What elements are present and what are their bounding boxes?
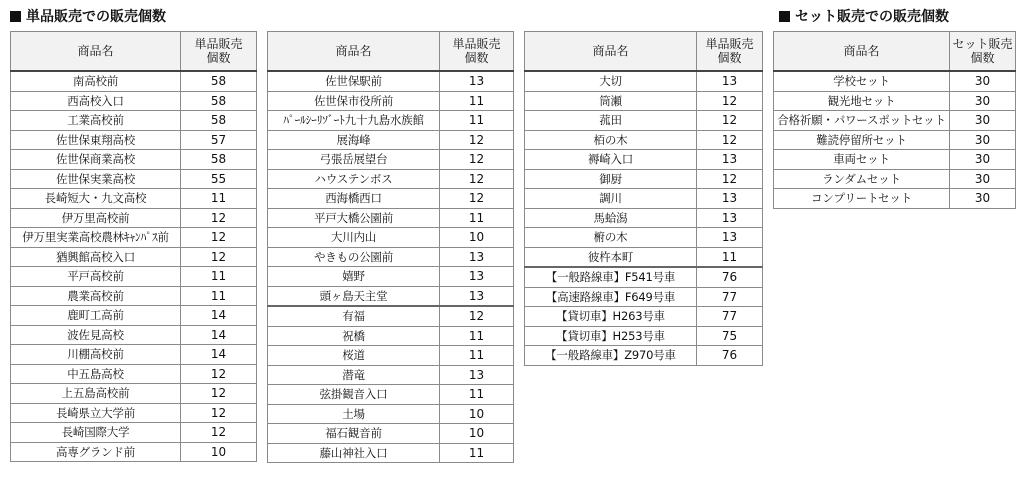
item-count-cell: 58: [181, 150, 257, 170]
item-name-cell: 佐世保駅前: [268, 71, 440, 91]
table-row: [268, 169, 514, 189]
item-count-cell: 11: [181, 189, 257, 209]
item-count-cell: 76: [697, 346, 763, 366]
item-name-cell: 【貸切車】H253号車: [525, 326, 697, 346]
item-count-cell: 12: [440, 150, 514, 170]
table-row: [774, 150, 1016, 170]
table-row: [525, 91, 763, 111]
item-name-cell: 大川内山: [268, 228, 440, 248]
item-count-cell: 58: [181, 111, 257, 131]
item-name-cell: 【一般路線車】F541号車: [525, 267, 697, 287]
item-name-cell: 桜道: [268, 346, 440, 366]
item-count-cell: 12: [440, 306, 514, 326]
column-header-count: 単品販売 個数: [440, 32, 514, 72]
item-name-cell: 頭ヶ島天主堂: [268, 286, 440, 306]
table-row: [11, 111, 257, 131]
table-row: [525, 169, 763, 189]
table-row: [268, 365, 514, 385]
item-count-cell: 10: [440, 228, 514, 248]
table-row: [11, 189, 257, 209]
item-count-cell: 14: [181, 325, 257, 345]
item-name-cell: 福石観音前: [268, 424, 440, 444]
item-count-cell: 13: [697, 189, 763, 209]
item-name-cell: 【一般路線車】Z970号車: [525, 346, 697, 366]
item-count-cell: 11: [440, 443, 514, 463]
table-row: [525, 208, 763, 228]
item-name-cell: ﾊﾟｰﾙｼｰﾘｿﾞｰﾄ九十九島水族館: [268, 111, 440, 131]
table-row: [268, 267, 514, 287]
item-count-cell: 12: [181, 364, 257, 384]
item-count-cell: 12: [181, 228, 257, 248]
table-row: [268, 71, 514, 91]
item-name-cell: 長崎県立大学前: [11, 403, 181, 423]
item-name-cell: 馬蛤潟: [525, 208, 697, 228]
item-count-cell: 13: [697, 150, 763, 170]
item-count-cell: 77: [697, 287, 763, 307]
item-count-cell: 11: [181, 267, 257, 287]
table-row: [268, 228, 514, 248]
item-count-cell: 12: [697, 91, 763, 111]
table-row: [268, 443, 514, 463]
item-count-cell: 11: [440, 91, 514, 111]
item-count-cell: 12: [181, 384, 257, 404]
single-sales-table-3: [524, 31, 763, 366]
item-name-cell: 農業高校前: [11, 286, 181, 306]
item-count-cell: 30: [950, 111, 1016, 131]
item-name-cell: 佐世保実業高校: [11, 169, 181, 189]
table-row: [268, 247, 514, 267]
table-row: [11, 345, 257, 365]
table-row: [11, 286, 257, 306]
table-row: [268, 404, 514, 424]
table-row: [11, 71, 257, 91]
item-name-cell: コンプリートセット: [774, 189, 950, 209]
item-count-cell: 12: [181, 247, 257, 267]
table-row: [268, 286, 514, 306]
item-count-cell: 10: [440, 404, 514, 424]
table-row: [11, 325, 257, 345]
item-count-cell: 13: [440, 267, 514, 287]
table-row: [268, 208, 514, 228]
table-row: [525, 71, 763, 91]
table-row: [11, 169, 257, 189]
item-count-cell: 11: [181, 286, 257, 306]
table-row: [11, 442, 257, 462]
item-name-cell: 【高速路線車】F649号車: [525, 287, 697, 307]
item-name-cell: 長崎短大・九文高校: [11, 189, 181, 209]
item-count-cell: 58: [181, 71, 257, 91]
table-row: [525, 326, 763, 346]
item-name-cell: 栢の木: [525, 130, 697, 150]
table-row: [268, 111, 514, 131]
table-row: [268, 189, 514, 209]
item-count-cell: 11: [440, 326, 514, 346]
item-count-cell: 13: [440, 365, 514, 385]
item-count-cell: 11: [440, 208, 514, 228]
item-count-cell: 12: [697, 111, 763, 131]
item-name-cell: 波佐見高校: [11, 325, 181, 345]
item-name-cell: 南高校前: [11, 71, 181, 91]
table-row: [525, 130, 763, 150]
table-row: [268, 385, 514, 405]
table-row: [525, 307, 763, 327]
item-name-cell: 褥崎入口: [525, 150, 697, 170]
table-row: [11, 130, 257, 150]
column-header-count: セット販売 個数: [950, 32, 1016, 72]
item-name-cell: 祝橋: [268, 326, 440, 346]
item-name-cell: 学校セット: [774, 71, 950, 91]
table-row: [11, 423, 257, 443]
table-row: [11, 247, 257, 267]
single-sales-table-1: [10, 31, 257, 462]
column-header-count: 単品販売 個数: [697, 32, 763, 72]
item-name-cell: 有福: [268, 306, 440, 326]
item-count-cell: 12: [181, 423, 257, 443]
table-row: [268, 326, 514, 346]
item-name-cell: 西海橋西口: [268, 189, 440, 209]
square-bullet-icon: [10, 11, 21, 22]
column-header-name: 商品名: [774, 32, 950, 72]
item-count-cell: 11: [440, 385, 514, 405]
item-name-cell: 佐世保商業高校: [11, 150, 181, 170]
table-row: [268, 150, 514, 170]
item-count-cell: 11: [440, 111, 514, 131]
table-row: [774, 189, 1016, 209]
set-sales-heading-text: セット販売での販売個数: [795, 9, 949, 25]
table-row: [525, 150, 763, 170]
item-name-cell: 菰田: [525, 111, 697, 131]
item-count-cell: 30: [950, 189, 1016, 209]
table-row: [268, 424, 514, 444]
item-name-cell: 【貸切車】H263号車: [525, 307, 697, 327]
item-count-cell: 13: [697, 228, 763, 248]
item-name-cell: 車両セット: [774, 150, 950, 170]
table-row: [525, 287, 763, 307]
single-sales-heading-text: 単品販売での販売個数: [26, 9, 166, 25]
item-count-cell: 11: [440, 346, 514, 366]
item-name-cell: 佐世保東翔高校: [11, 130, 181, 150]
table-row: [525, 228, 763, 248]
item-count-cell: 55: [181, 169, 257, 189]
item-count-cell: 11: [697, 247, 763, 267]
table-row: [11, 91, 257, 111]
item-name-cell: 観光地セット: [774, 91, 950, 111]
item-name-cell: やきもの公園前: [268, 247, 440, 267]
item-count-cell: 12: [440, 169, 514, 189]
item-count-cell: 13: [440, 247, 514, 267]
table-row: [11, 228, 257, 248]
item-name-cell: 猶興館高校入口: [11, 247, 181, 267]
item-name-cell: ハウステンボス: [268, 169, 440, 189]
table-row: [268, 91, 514, 111]
item-name-cell: 椨の木: [525, 228, 697, 248]
item-name-cell: 伊万里高校前: [11, 208, 181, 228]
item-count-cell: 30: [950, 169, 1016, 189]
item-count-cell: 12: [440, 189, 514, 209]
item-count-cell: 76: [697, 267, 763, 287]
item-name-cell: 藤山神社入口: [268, 443, 440, 463]
item-name-cell: 鹿町工高前: [11, 306, 181, 326]
column-header-name: 商品名: [268, 32, 440, 72]
item-name-cell: 長崎国際大学: [11, 423, 181, 443]
item-count-cell: 12: [181, 403, 257, 423]
item-count-cell: 14: [181, 306, 257, 326]
table-row: [525, 247, 763, 267]
item-count-cell: 58: [181, 91, 257, 111]
table-row: [11, 384, 257, 404]
single-sales-table-2: [267, 31, 514, 463]
item-count-cell: 12: [697, 169, 763, 189]
item-name-cell: 合格祈願・パワースポットセット: [774, 111, 950, 131]
item-name-cell: 伊万里実業高校農林ｷｬﾝﾊﾟｽ前: [11, 228, 181, 248]
item-count-cell: 10: [181, 442, 257, 462]
table-row: [774, 169, 1016, 189]
table-row: [268, 346, 514, 366]
table-row: [11, 150, 257, 170]
table-row: [11, 306, 257, 326]
item-name-cell: 嬉野: [268, 267, 440, 287]
item-name-cell: 工業高校前: [11, 111, 181, 131]
item-name-cell: 潜竜: [268, 365, 440, 385]
table-row: [11, 403, 257, 423]
item-name-cell: 弓張岳展望台: [268, 150, 440, 170]
item-count-cell: 14: [181, 345, 257, 365]
table-row: [11, 267, 257, 287]
item-count-cell: 75: [697, 326, 763, 346]
item-name-cell: 高専グランド前: [11, 442, 181, 462]
table-row: [774, 111, 1016, 131]
item-name-cell: 弦掛観音入口: [268, 385, 440, 405]
table-row: [11, 364, 257, 384]
table-row: [11, 208, 257, 228]
table-row: [268, 130, 514, 150]
item-name-cell: 彼杵本町: [525, 247, 697, 267]
table-row: [268, 306, 514, 326]
item-name-cell: 上五島高校前: [11, 384, 181, 404]
table-row: [774, 130, 1016, 150]
single-sales-heading: [10, 6, 166, 26]
item-name-cell: 中五島高校: [11, 364, 181, 384]
item-count-cell: 30: [950, 71, 1016, 91]
square-bullet-icon: [779, 11, 790, 22]
item-count-cell: 13: [697, 208, 763, 228]
item-name-cell: 大切: [525, 71, 697, 91]
item-count-cell: 12: [181, 208, 257, 228]
table-row: [774, 71, 1016, 91]
column-header-name: 商品名: [525, 32, 697, 72]
table-row: [525, 346, 763, 366]
item-count-cell: 12: [697, 130, 763, 150]
item-name-cell: ランダムセット: [774, 169, 950, 189]
item-name-cell: 御厨: [525, 169, 697, 189]
item-count-cell: 77: [697, 307, 763, 327]
column-header-count: 単品販売 個数: [181, 32, 257, 72]
set-sales-table: [773, 31, 1016, 209]
item-count-cell: 13: [697, 71, 763, 91]
item-name-cell: 展海峰: [268, 130, 440, 150]
item-name-cell: 土場: [268, 404, 440, 424]
item-name-cell: 筒瀬: [525, 91, 697, 111]
item-count-cell: 13: [440, 286, 514, 306]
item-count-cell: 30: [950, 91, 1016, 111]
item-name-cell: 川棚高校前: [11, 345, 181, 365]
table-row: [525, 111, 763, 131]
item-name-cell: 佐世保市役所前: [268, 91, 440, 111]
column-header-name: 商品名: [11, 32, 181, 72]
item-count-cell: 30: [950, 130, 1016, 150]
item-name-cell: 平戸大橋公園前: [268, 208, 440, 228]
item-name-cell: 平戸高校前: [11, 267, 181, 287]
item-name-cell: 難読停留所セット: [774, 130, 950, 150]
set-sales-heading: [779, 6, 949, 26]
table-row: [525, 189, 763, 209]
item-name-cell: 調川: [525, 189, 697, 209]
item-count-cell: 12: [440, 130, 514, 150]
table-row: [525, 267, 763, 287]
item-count-cell: 57: [181, 130, 257, 150]
item-name-cell: 西高校入口: [11, 91, 181, 111]
item-count-cell: 13: [440, 71, 514, 91]
item-count-cell: 30: [950, 150, 1016, 170]
item-count-cell: 10: [440, 424, 514, 444]
table-row: [774, 91, 1016, 111]
